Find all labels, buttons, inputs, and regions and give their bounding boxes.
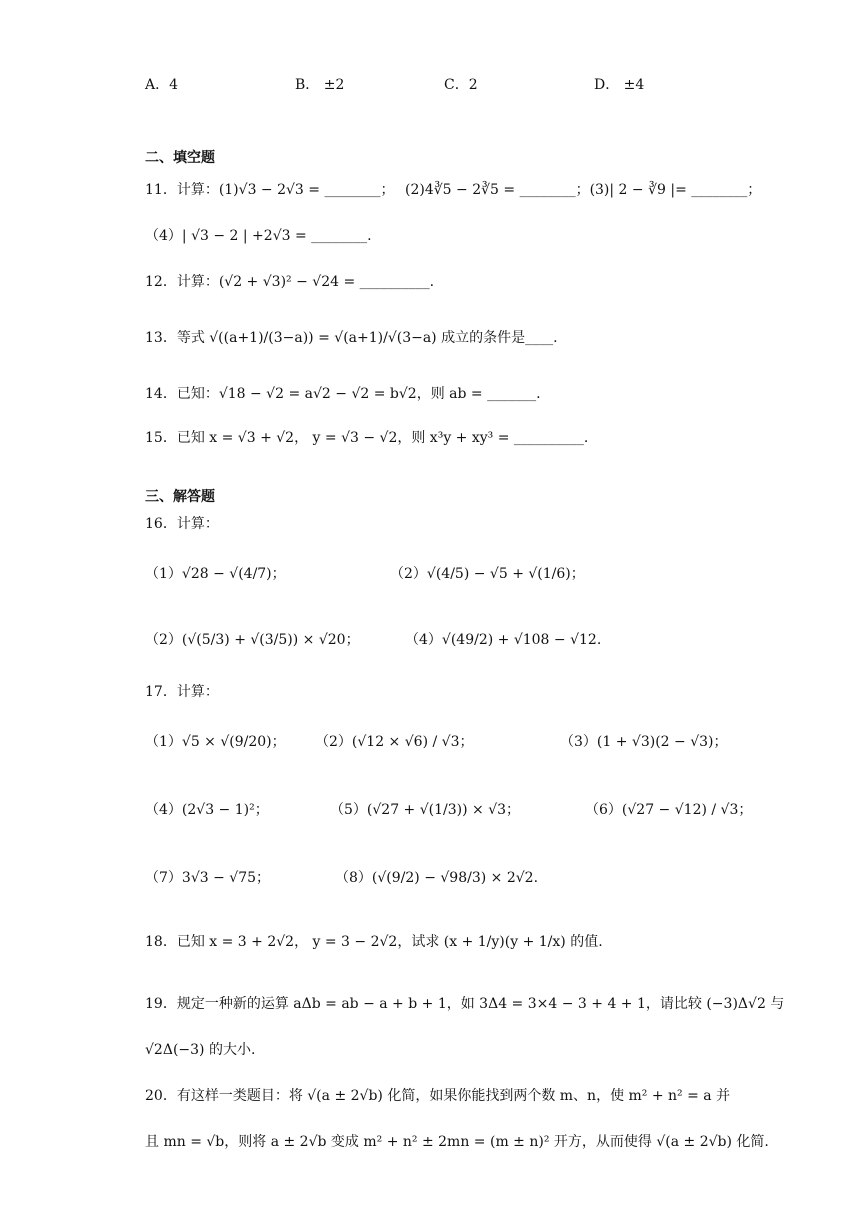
question-16-part-1: （1）√28 − √(4/7)； <box>145 566 286 582</box>
question-17-part-6: （6）(√27 − √12) / √3； <box>585 802 753 818</box>
question-17-part-7: （7）3√3 − √75； <box>145 870 271 886</box>
question-17-part-2: （2）(√12 × √6) / √3； <box>315 734 474 750</box>
question-11-part-2-3: (2)4∛5 − 2∛5 = ________；(3)| 2 − ∛9 |= ________； <box>405 182 762 198</box>
question-19-line-2: √2Δ(−3) 的大小. <box>145 1042 256 1058</box>
section-title-fill-in: 二、填空题 <box>145 150 215 166</box>
question-17-part-1: （1）√5 × √(9/20)； <box>145 734 286 750</box>
question-16-part-3: （2）(√(5/3) + √(3/5)) × √20； <box>145 632 360 648</box>
question-18: 18．已知 x = 3 + 2√2， y = 3 − 2√2，试求 (x + 1/y)(y + 1/x) 的值. <box>145 934 603 950</box>
question-17-label: 17．计算： <box>145 684 219 700</box>
choice-d: D． ±4 <box>594 77 645 93</box>
question-19-line-1: 19．规定一种新的运算 aΔb = ab − a + b + 1，如 3Δ4 = 3×4 − 3 + 4 + 1，请比较 (−3)Δ√2 与 <box>145 996 785 1012</box>
question-16-part-4: （4）√(49/2) + √108 − √12. <box>405 632 602 648</box>
question-14: 14．已知：√18 − √2 = a√2 − √2 = b√2，则 ab = _______. <box>145 386 541 402</box>
question-17-part-5: （5）(√27 + √(1/3)) × √3； <box>330 802 521 818</box>
question-11-part-1: 11．计算：(1)√3 − 2√3 = ________； <box>145 182 395 198</box>
section-title-solutions: 三、解答题 <box>145 489 215 505</box>
question-12: 12．计算：(√2 + √3)² − √24 = __________. <box>145 274 435 290</box>
choice-b: B． ±2 <box>295 77 345 93</box>
question-16-part-2: （2）√(4/5) − √5 + √(1/6)； <box>390 566 585 582</box>
question-17-part-3: （3）(1 + √3)(2 − √3)； <box>560 734 728 750</box>
question-20-line-2: 且 mn = √b，则将 a ± 2√b 变成 m² + n² ± 2mn = (m ± n)² 开方，从而使得 √(a ± 2√b) 化简. <box>145 1134 769 1150</box>
choice-c: C．2 <box>444 77 478 93</box>
question-17-part-4: （4）(2√3 − 1)²； <box>145 802 269 818</box>
question-11-part-4: （4）| √3 − 2 | +2√3 = ________. <box>145 228 372 244</box>
question-20-line-1: 20．有这样一类题目：将 √(a ± 2√b) 化简，如果你能找到两个数 m、n，使 m² + n² = a 并 <box>145 1088 731 1104</box>
choice-a: A．4 <box>145 77 179 93</box>
question-15: 15．已知 x = √3 + √2， y = √3 − √2，则 x³y + xy³ = __________. <box>145 430 589 446</box>
question-16-label: 16．计算： <box>145 516 219 532</box>
question-13: 13．等式 √((a+1)/(3−a)) = √(a+1)/√(3−a) 成立的条件是____. <box>145 330 558 346</box>
question-17-part-8: （8）(√(9/2) − √98/3) × 2√2. <box>335 870 539 886</box>
